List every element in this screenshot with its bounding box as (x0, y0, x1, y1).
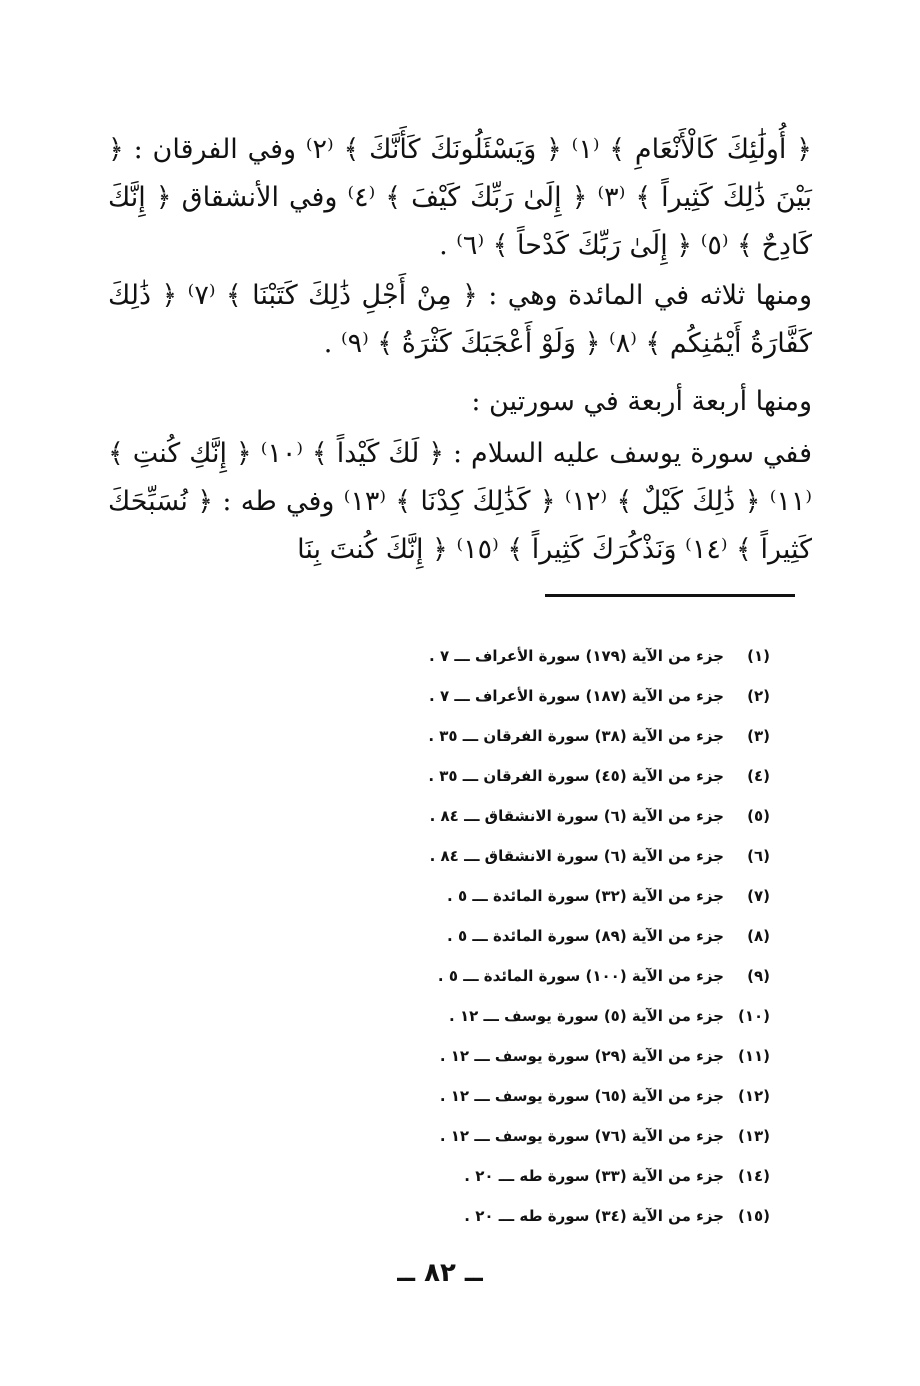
paragraph-maidah-examples: ومنها ثلاثه في المائدة وهي : ﴿ مِنْ أَجْلِ ذَٰلِكَ كَتَبْنَا ﴾ ⁽٧⁾ ﴿ ذَٰلِكَ كَفَّارَةُ أَيْمَٰنِكُم ﴾ ⁽٨⁾ ﴿ وَلَوْ أَعْجَبَكَ كَثْرَةُ ﴾ ⁽٩⁾ . (108, 280, 812, 359)
footnote-number: (٧) (747, 887, 770, 905)
footnote-item (350, 676, 770, 716)
footnote-text: جزء من الآية (٢٩) سورة يوسف ـــ ١٢ . (439, 1047, 724, 1065)
footnote-item (350, 1036, 770, 1076)
footnote-item (350, 716, 770, 756)
footnote-text: جزء من الآية (٥) سورة يوسف ـــ ١٢ . (449, 1007, 724, 1025)
footnote-item (350, 916, 770, 956)
footnote-number: (١٠) (737, 1007, 770, 1025)
footnote-item (350, 1156, 770, 1196)
footnote-item (350, 1116, 770, 1156)
paragraph-quranic-examples: ﴿ أُولَٰئِكَ كَالْأَنْعَامِ ﴾ ⁽١⁾ ﴿ وَيَسْئَلُونَكَ كَأَنَّكَ ﴾ ⁽٢⁾ وفي الفرقان : ﴿ بَيْنَ ذَٰلِكَ كَثِيراً ﴾ ⁽٣⁾ ﴿ إِلَىٰ رَبِّكَ كَيْفَ ﴾ ⁽٤⁾ وفي الأنشقاق ﴿ إِنَّكَ كَادِحٌ ﴾ ⁽٥⁾ ﴿ إِلَىٰ رَبِّكَ كَدْحاً ﴾ ⁽٦⁾ . (108, 134, 813, 261)
footnote-item (350, 636, 770, 676)
footnote-text: جزء من الآية (١٧٩) سورة الأعراف ـــ ٧ . (429, 647, 724, 665)
footnote-number: (٤) (747, 767, 770, 785)
footnote-item (350, 996, 770, 1036)
footnotes-list (350, 636, 770, 1236)
footnote-text: جزء من الآية (٨٩) سورة المائدة ـــ ٥ . (447, 927, 724, 945)
footnote-number: (٦) (747, 847, 770, 865)
footnote-text: جزء من الآية (٧٦) سورة يوسف ـــ ١٢ . (439, 1127, 724, 1145)
footnote-item (350, 876, 770, 916)
footnote-text: جزء من الآية (٦٥) سورة يوسف ـــ ١٢ . (439, 1087, 724, 1105)
footnote-number: (٢) (747, 687, 770, 705)
footnote-number: (١) (747, 647, 770, 665)
footnote-text: جزء من الآية (١٨٧) سورة الأعراف ـــ ٧ . (429, 687, 724, 705)
page-number: ــ ٨٢ ــ (397, 1258, 483, 1288)
footnote-item (350, 756, 770, 796)
footnote-item (350, 1076, 770, 1116)
footnote-text: جزء من الآية (٣٢) سورة المائدة ـــ ٥ . (447, 887, 724, 905)
footnote-item (350, 836, 770, 876)
footnote-number: (١٥) (737, 1207, 770, 1225)
footnote-number: (٩) (747, 967, 770, 985)
footnote-number: (٥) (747, 807, 770, 825)
footnote-number: (١٢) (737, 1087, 770, 1105)
footnote-number: (١٣) (737, 1127, 770, 1145)
footnote-text: جزء من الآية (٣٨) سورة الفرقان ـــ ٣٥ . (428, 727, 724, 745)
footnote-item (350, 956, 770, 996)
footnote-number: (٣) (747, 727, 770, 745)
footnote-item (350, 796, 770, 836)
paragraph-yusuf-taha-examples: ففي سورة يوسف عليه السلام : ﴿ لَكَ كَيْداً ﴾ ⁽١٠⁾ ﴿ إِنَّكِ كُنتِ ﴾ ⁽١١⁾ ﴿ ذَٰلِكَ كَيْلٌ ﴾ ⁽١٢⁾ ﴿ كَذَٰلِكَ كِدْنَا ﴾ ⁽١٣⁾ وفي طه : ﴿ نُسَبِّحَكَ كَثِيراً ﴾ ⁽١٤⁾ وَنَذْكُرَكَ كَثِيراً ﴾ ⁽١٥⁾ ﴿ إِنَّكَ كُنتَ بِنَا (108, 438, 812, 565)
footnote-text: جزء من الآية (٤٥) سورة الفرقان ـــ ٣٥ . (428, 767, 724, 785)
footnote-text: جزء من الآية (٦) سورة الانشقاق ـــ ٨٤ . (429, 847, 724, 865)
footnote-text: جزء من الآية (٣٣) سورة طه ـــ ٢٠ . (464, 1167, 724, 1185)
footnote-number: (١٤) (737, 1167, 770, 1185)
footnote-text: جزء من الآية (٣٤) سورة طه ـــ ٢٠ . (464, 1207, 724, 1225)
paragraph-four-in-two-surahs: ومنها أربعة أربعة في سورتين : (471, 386, 812, 417)
footnote-separator-rule (545, 594, 795, 597)
footnote-number: (١١) (737, 1047, 770, 1065)
footnote-text: جزء من الآية (١٠٠) سورة المائدة ـــ ٥ . (437, 967, 724, 985)
footnote-number: (٨) (747, 927, 770, 945)
footnote-text: جزء من الآية (٦) سورة الانشقاق ـــ ٨٤ . (429, 807, 724, 825)
footnote-item (350, 1196, 770, 1236)
